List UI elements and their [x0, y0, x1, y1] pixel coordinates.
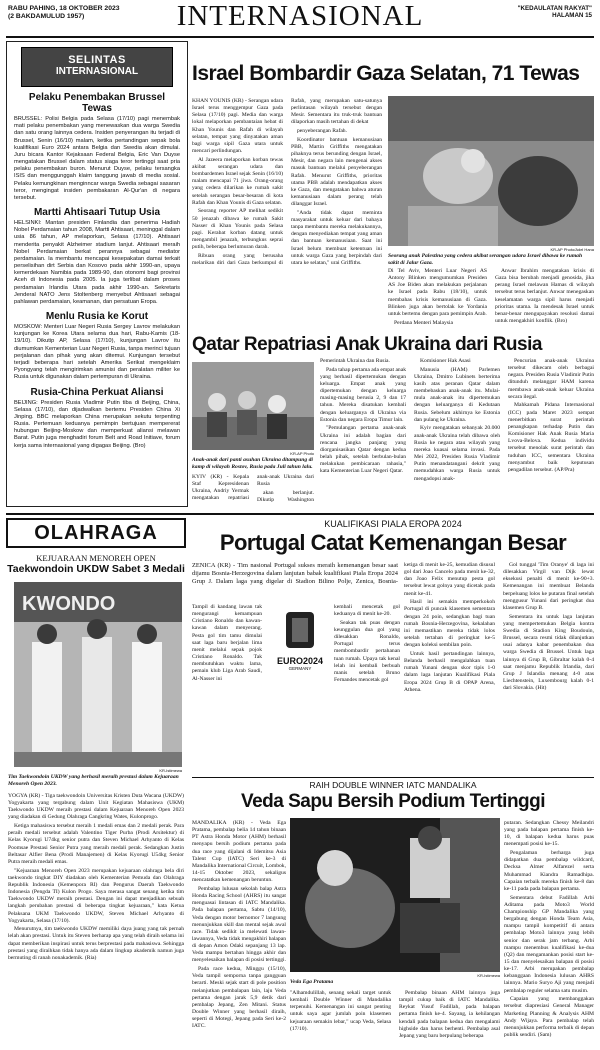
photo-credit: KR-Istimewa — [477, 973, 500, 978]
paragraph: Menurutnya, tim taekwondo UKDW memiliki daya juang yang tak pernah lelah akan prestasi. Untuk itu Steven berharap apa yang telah diraih selama ini dapat memberikan inspirasi untuk terus berprestasi pada mahasiswa. Sehingga prestasi yang diraihkan tidak hanya ada dalam lingkup akademik namun juga bermuting di ranah nonakademik. (Ria) — [8, 926, 184, 961]
photo-credit: KR-AP Photo/Adel Hana — [550, 247, 594, 252]
euro-logo-sub: GERMANY — [288, 666, 312, 671]
veda-col-1 — [192, 820, 286, 1046]
paragraph: "Anda tidak dapat meminta masyarakat untuk keluar dari bahaya tanpa membantu mereka melakukannya, dengan menyediakan tempat yang aman dan bantuan kemanusiaan. Saat ini Israel belum membuat ketentuan ini untuk warga Gaza yang berpindah dari utara ke selatan," urai Griffiths. — [291, 209, 382, 266]
veda-photo — [290, 818, 500, 972]
paragraph: Untuk hasil pertandingan lainnya, Belanda berhasil mengalahkan tuan rumah Yunani dengan skor tipis 1-0 dalam laga lanjutan Kualifikasi Piala Eropa 2024 Grup B di OPAP Arena, Athena. — [404, 650, 495, 693]
qatar-photo — [192, 362, 314, 450]
paragraph: Kyiv mengatakan sebanyak 20.000 anak-anak Ukraina telah dibawa oleh Rusia ke negara atau wilayah yang mereka kuasai selama invasi. Pada Mei 2022, Presiden Rusia Vladimir Putin menandatangani dekrit yang memudahkan warga Rusia untuk mengadopsi anak- — [414, 425, 500, 482]
paragraph: ketiga di menit ke-25, kemudian disusul gol dari Joao Cancelo pada menit ke-32, dan Joao Felix menutup pesta gol tersebut lewat golnya yang dicetak pada menit ke-41. — [404, 562, 495, 597]
paragraph: Manusia (HAM) Parlemen Ukraina, Dmitro Lubinets berterima kasih atas peranan Qatar dalam membebaskan anak-anak itu. Mulai-mula anak-anak itu dipertemukan dengan keluarganya di Kedutaan Rusia. Sebelum akhirnya ke Estonia dan pulang ke Ukraina. — [414, 366, 500, 423]
qatar-headline: Qatar Repatriasi Anak Ukraina dari Rusia — [192, 334, 542, 355]
paragraph: YOGYA (KR) - Tiga taekwondoin Universitas Kristen Duta Wacana (UKDW) Yogyakarta yang tergabung dalam Unit Kegiatan Mahasiswa (UKM) Taekwondo UKDW meraih prestasi dalam Kejuaraan Menoreh Open 2023 yang diadakan di Gedung Olahraga Cangkring Wates, Kulonprogo. — [8, 793, 184, 821]
veda-headline: Veda Sapu Bersih Podium Tertinggi — [240, 791, 546, 812]
olahraga-kicker: KEJUARAAN MENOREH OPEN — [36, 553, 156, 563]
paragraph: ZENICA (KR) - Tim nasional Portugal sukses meraih kemenangan besar saat dijamu Bosnia-Herzegovina dalam lanjutan babak kualifikasi Piala Eropa 2024 Grup J. Dalam laga yang digelar di Stadion Bilino Polje, Zenica, Bosnia- — [192, 562, 398, 586]
sidebar-box — [6, 41, 188, 507]
qatar-body-left — [192, 474, 314, 508]
paragraph: kembali mencetak gol keduanya di menit ke-20. — [334, 604, 400, 618]
photo-caption: Seorang anak Palestina yang cedera akibat serangan udara Israel dibawa ke rumah sakit di Jalur Gaza. — [388, 253, 583, 266]
paragraph: Pembalap lulusan sekolah balap Astra Honda Racing School (AHRS) itu sangat menguasai lintasan di IATC Mandalika. Pada balapan pertama, Sabtu (14/10), Veda dengan motor bernomor 7 langsung menunjukkan skill dan mental sejak awal race. Tidak sedikit ia melewati lawan-lawannya, Veda tidak mengakhiri balapan di depan Amon Odaki sepanjang 13 lap. Veda mampu bertahan hingga akhir dan menyelesaikan balapan di posisi tertinggi. — [192, 885, 286, 964]
paragraph: Pemerintah Ukraina dan Rusia. — [320, 358, 390, 364]
paragraph: Perdana Menteri Malaysia — [394, 319, 454, 326]
sidebar-item-body: MOSKOW: Menteri Luar Negeri Rusia Sergey Lavrov melakukan kunjungan ke Korea Utara selama dua hari, Rabu-Kamis (18-19/10). Dikutip AP, Selasa (17/10), kunjungan Lavrov itu diumumkan Kementerian Luar Negeri Rusia, tanpa merinci tujuan perjalanan dan pihak yang akan ditemui. Kunjungan tersebut terjadi beberapa hari setelah Amerika Serikat mengeklaim Pyongyang telah mengirimkan amunisi dan peralatan militer ke Rusia untuk digunakan dalam pertempuran di Ukraina. — [14, 324, 180, 381]
paragraph: Ribuan orang yang berusaha melarikan diri dari Gaza berkumpul di Rafah, yang merupakan satu-satunya perlintasan wilayah tersebut dengan Mesir. Sementara itu truk-truk bantuan dilaporkan masih tertahan di dekat — [192, 98, 382, 266]
page-number: HALAMAN 15 — [552, 12, 592, 20]
euro-trophy-icon — [268, 610, 332, 652]
qatar-body-right — [320, 358, 594, 510]
section-rule — [6, 513, 594, 515]
olahraga-body — [8, 793, 184, 1043]
paragraph: "Pemulangan pertama anak-anak Ukraina ini adalah bagian dari rencana jangka panjang yang diorganisasikan Qatar dengan kedua belah pihak, setelah berbulan-bulan melakukan pembicaraan rahasia," kata Kementerian Luar Negeri Qatar. — [320, 425, 406, 475]
sidebar-item-body: BEIJING: Presiden Rusia Vladimir Putin tiba di Beijing, China, Selasa (17/10), dan dijadwalkan bertemu Presiden China Xi Jinping. BBC melaporkan China merupakan sekutu terpenting Rusia. Pertemuan keduanya pemimpin bertujuan mempererat hubungan Beijing-Moskow dan memperkuat aliansi melawan Barat. Putin juga menghadiri forum Belt and Road Initiave, forum kerja sama internasional yang digagas Beijing. (Bro) — [14, 399, 180, 449]
olahraga-photo — [14, 582, 182, 767]
photo-credit: KR-AP Photo — [290, 451, 314, 456]
veda-col-4 — [504, 820, 594, 1046]
photo-caption: Tim Taekwondoin UKDW yang berhasil meraih prestasi dalam Kejuaraan Menoreh Open 2023. — [8, 774, 179, 787]
paragraph: "Alhamdulillah, senang sekali target untuk kembali Double Winner di Mandalika terpenuhi. Kemenangan ini sangat penting untuk saya agar jumlah poin klasemen kejuaraan semakin lebar," ucap Veda, Selasa (17/10). — [290, 990, 391, 1032]
israel-photo — [388, 96, 594, 246]
paragraph: Seakan tak puas dengan keunggulan dua gol yang dilesakkan Ronaldo, Portugal terus membombardir pertahanan tuan rumah. Upaya tak kenal lelah ini kembali berbuah manis setelah Bruno Fernandes mencetak gol — [334, 619, 400, 684]
photo-caption: Anak-anak dari panti asuhan Ukraina ditampung di kamp di wilayah Rostov, Rusia pada Juli tahun lalu. — [192, 457, 313, 470]
header-rule — [6, 36, 594, 38]
paragraph: Pencurian anak-anak Ukraina tersebut dikecam oleh berbagai negara. Presiden Rusia Vladimir Putin ditunduh melanggar HAM karena membawa anak-anak keluar Ukraina secara ilegal. — [508, 358, 594, 400]
paragraph: Koordinator bantuan kemanusiaan PBB, Martin Griffiths mengatakan pihaknya terus berunding dengan Israel, Mesir, dan negara lain mengenai akses masuk bantuan melalui penyeberangan Rafah. Menurut Griffiths, prioritas utama PBB adalah mendapatkan akses ke Gaza, dan mengatakan bahwa aturan kemanusiaan dalam perang telah dilanggar Israel. — [291, 136, 382, 208]
sidebar-item-title: Menlu Rusia ke Korut — [45, 311, 149, 323]
paragraph: Ketiga mahasiswa tersebut meraih 1 medali emas dan 2 medali perak. Para peraih medali tersebut adalah Valentino Tiger Purba (Prodi Arsitektur) di Kelas Kyorugi U74kg senior putra dan Steven Michael Arhyanto di Kelas Poomsae Prestasi Senior Putra yang meraih medali perak. Sedangkan Justin Beltasar Alfier Bena (Prodi Manajemen) di Kelas Kyorugi U54kg Senior Putra meraih medali emas. — [8, 823, 184, 865]
paragraph: Seorang reporter AP melihat sedikit 50 jenazah dibawa ke rumah Sakit Nasser di Khan Younis pada Selasa pagi. Kerabat korban datang untuk mengambil jenazah, terbungkus seprai putih, beberapa berlumuran darah. — [192, 208, 283, 251]
israel-photo-art — [388, 96, 594, 246]
badge-line-1: SELINTAS — [68, 54, 126, 66]
section-title: INTERNASIONAL — [176, 0, 424, 32]
paragraph: Al Jazeera melaporkan korban tewas akibat serangan udara dan bombardemen Israel sejak Senin (16/10) malam mencapai 71 jiwa. Orang-orang yang cedera dilarikan ke rumah sakit setelah serangan besar-besaran di kota Rafah dan Khan Younis di Gaza selatan. — [192, 156, 283, 206]
header-date — [8, 5, 120, 21]
israel-body-left — [192, 98, 382, 330]
paragraph: MANDALIKA (KR) - Veda Ega Pratama, pembalap belia 14 tahun binaan PT Astra Honda Motor (AHM) berhasil menyapu bersih podium pertama pada dua race yang dijalani di Idemitsu Asia Talent Cup (IATC) Seri ke-3 di Mandalika International Circuit, Lombok, 14-15 Oktober 2023, sekaligus mencatatkan kemenangan beruntun. — [192, 820, 286, 884]
date-line-1: RABU PAHING, 18 OKTOBER 2023 — [8, 5, 120, 12]
selintas-badge — [21, 47, 173, 87]
euro-col-1 — [192, 604, 262, 774]
veda-col-2-3 — [290, 990, 500, 1046]
paragraph: Sementara itu untuk laga lanjutan yang mempertemukan Belgia kontra Swedia di Stadion King Boudouin, Brussel, secara resmi tidak dilanjutkan usai adanya kabar penembakan dua warga Swedia di Brussel. Untuk laga lainnya di Grup B, Gibraltar kalah 0-4 saat menjamu Republik Irlandia, dari Grup J Islandia menang 4-0 atas Liechtenstein, Luxembourg kalah 0-1 dari Slovakia. (Hit) — [503, 613, 594, 692]
paragraph: Pembalap binaan AHM lainnya juga tampil cukup baik di IATC Mandalika. Reykat Yusuf Fadillah, pada balapan pertama finish ke-4. Sayang, ia kehilangan kendali pada balapan kedua dan mengalami highside dan harus berhenti. Pembalap asal Jepang yang baru berpulang beberapa — [399, 990, 500, 1039]
sidebar-item-body: BRUSSEL: Polisi Belgia pada Selasa (17/10) pagi menembak mati pelaku penembakan yang menewaskan dua warga Swedia dan satu orang lainnya cedera. Insiden penyerangan itu terjadi di Brussel, Senin (16/10) malam, ketika pertandingan sepak bola kualifikasi Euro 2024 antara Belgia dan Swedia akan dimulai. Juru bicara Kantor Kejaksaan Federal Belgia, Eric Van Duyse mengatakan Brussel dalam status siaga teror tertinggi saat pria pelaku penembakan buron. Menurut Duyse, pelaku tersangka ISIS dan menggunggah klaim tanggung jawab di media sosial. Pelaku kemungkinan menginncar warga Swedia sebagai sasaran teror, mengingat insiden pembakaran Al-Qur'an di negara tersebut. — [14, 116, 180, 201]
paragraph: Sementara debut Fadillah Arbi Aditama pada Moto3 World Championship GP Mandalika yang bergabung dengan Honda Team Asia, mampu tampil kompetitif di antara pembalap Moto3 lainnya yang lebih senior dan serak jam terbang. Arbi mampu menembus kualifikasi ke-dua (Q2) dan mengamankan posisi start ke-15 dan menyelesaikan balapan di posisi ke-17. Arbi merupakan pembalap kebanggaan Indonesia lulusan AHRS lainnya. Mario Suryo Aji yang menjadi pembalap reguler selama satu musim. — [504, 894, 594, 994]
euro-kicker: KUALIFIKASI PIALA EROPA 2024 — [324, 519, 462, 529]
paragraph: Mahkamah Pidana Internasional (ICC) pada Maret 2023 sempat menerbitkan surat perintah penangkapan terhadap Putin dan Komisioner Hak Anak Rusia Maria Lvova-Belova. Kedua individu tersebut menolak surat perintah dan tuduhan ICC, sementara Ukraina menyambut baik keputusan pengadilan tersebut. (AP/Pra) — [508, 402, 594, 473]
sidebar-item-title: Rusia-China Perkuat Aliansi — [30, 386, 164, 398]
euro-headline: Portugal Catat Kemenangan Besar — [219, 530, 567, 555]
paragraph: Tampil di kandang lawan tak mengurangi kemampuan Cristiano Ronaldo dan kawan-kawan dalam menyerang. Pesta gol tim tamu dimulai saat laga baru berjalan lima menit melalui sepak pojok Cristiano Ronaldo. Tak membutuhkan waktu lama, pemain klub Liga Arab Saudi, Al-Nasser ini — [192, 604, 262, 682]
photo-caption: Veda Ega Pratama — [290, 979, 334, 985]
paragraph: Hasil ini semakin memperkokoh Portugal di puncak klasemen sementara dengan 24 poin, sedangkan bagi tuan rumah Bosnia-Herzegovina, kekalahan ini memastikan mereka tidak lolos setelah tertahan di peringkat ke-5 dengan koleksi sembilan poin. — [404, 599, 495, 649]
sidebar-item-title: Martti Ahtisaari Tutup Usia — [33, 207, 161, 219]
badge-line-2: INTERNASIONAL — [55, 66, 139, 77]
veda-kicker: RAIH DOUBLE WINNER IATC MANDALIKA — [309, 780, 477, 790]
paragraph: Anwar Ibrahim mengatakan krisis di Gaza bisa berubah menjadi genosida, jika perang Israel melawan Hamas di wilayah tersebut terus berlanjut. Anwar menegaskan keselamatan warga sipil harus menjadi prioritas utama. Ia mendesak Israel untuk benar-benar mengupayakan resolusi damai untuk mengakhiri konflik. (Bro) — [495, 268, 594, 325]
paragraph: Pengalaman berharga juga didapatkan dua pembalap wildcard, Decksa Almer Alfarezel serta Muhammad Kiandra Ramadhipa. Capaian terbaik mereka finish ke-8 dan ke-11 pada pada balapan pertama. — [504, 850, 594, 892]
paragraph: Gol tunggal 'Tim Oranye' di laga ini dilesakkan Virgil van Dijk lewat eksekusi penalti di menit ke-90+3. Kemenangan ini membuat Belanda berpeluang lolos ke putaran final setelah menggusur Yunani dari peringkat dua klasemen Grup B. — [503, 562, 594, 611]
euro-col-3-4 — [404, 562, 594, 774]
olahraga-headline: Taekwondoin UKDW Sabet 3 Medali — [7, 563, 185, 575]
qatar-photo-art — [192, 362, 314, 450]
svg-text:KWONDO: KWONDO — [22, 593, 116, 615]
paragraph: KYIV (KR) - Kepala Staf Kepresidenan Ukraina, Andriy Yermak mengatakan repatriasi anak-anak Ukraina dari Rusia — [192, 474, 314, 502]
paragraph: penyeberangan Rafah. — [297, 128, 348, 135]
euro-logo-text: EURO2024 — [276, 656, 324, 666]
sidebar-item-body: HELSINKI: Mantan presiden Finlandia dan penerima Hadiah Nobel Perdamaian tahun 2008, Martti Ahtisaari, meninggal dalam usia 86 tahun, AP melaporkan, Selasa (17/10). Ahtisaari menderita penyakit Alzheimer stadium lanjut. Ahtisaari meraih Nobel Perdamaian berkat perannya sebagai mediator perdamaian. Ia membantu mencapai kesepakatan damai terkait perselisihan dirt Serbia dan Kosovo pada akhir 1990-an, upaya kemerdekaan Namibia pada 1989-90, dan otonomi bagi provinsi Aceh di Indonesia pada 2005. Ia juga terlibat dalam proses perdamaian Irlandia Utara pada akhir 1990-an. Sekretaris Jenderal NATO Jens Stoltenberg menyebut Ahtisaari sebagai pahlawan perdamaian, keamanan, dan persatuan Eropa. — [14, 220, 180, 305]
paragraph: Capaian yang membanggakan tersebut diapresiasi General Manager Marketing Planning & Analysis AHM Andy Wijaya. Para pembalap telah menunjukkan performa terbaik di depan publik sendiri. (Sam) — [504, 996, 594, 1039]
israel-body-right — [388, 268, 594, 330]
paper-name: "KEDAULATAN RAKYAT" — [517, 5, 592, 12]
euro-col-2 — [334, 604, 400, 774]
sidebar-item-title: Pelaku Penembakan Brussel Tewas — [28, 92, 166, 114]
paragraph: Pada tahap pertama ada empat anak yang berhasil dipertemukan dengan keluarga. Empat anak yang dipertemukan dengan keluarga masing-masing berusia 2, 9 dan 17 tahun. Mereka disatukan kembali dengan keluarganya di Ukraina via Estonia dan negara Eropa Timur lain. — [320, 366, 406, 423]
paragraph: KHAN YOUNIS (KR) - Serangan udara Israel terus menggempur Gaza pada Selasa (17/10) pagi. Media dan warga lokal melaporkan pembantaian hebat di Khan Younis dan Rafah di wilayah selatan, tempat yang dinyatakan aman bagi warga sipil Gaza utara untuk mencari perlindungan. — [192, 98, 283, 155]
veda-photo-art — [290, 818, 500, 972]
date-line-2: (2 BAKDAMULUD 1957) — [8, 12, 85, 20]
euro-logo — [268, 610, 332, 670]
paragraph: Di Tel Aviv, Menteri Luar Negeri AS Antony Blinken mengumumkan Presiden AS Joe Biden akan melakukan perjalanan ke Israel pada Rabu (18/10), untuk membahas krisis kemanusiaan di Gaza. Blinken juga akan bertolak ke Yordania untuk bertemu dengan para pemimpin Arab. — [388, 268, 487, 317]
euro-lead — [192, 562, 398, 600]
israel-headline: Israel Bombardir Gaza Selatan, 71 Tewas — [192, 62, 580, 85]
paragraph: Pada race kedua, Minggu (15/10), Veda tampil semporna tanpa gangguan berarti. Meski sejak start di pole position melanjutkan pembalapan lain, laju Veda pertama dengan jarak 5,9 detik dari pembalap Jepang, Zen Mitani. Status Double Winner yang berhasil diraih, seperti di Motegi, Jepang pada Seri ke-2 IATC. — [192, 966, 286, 1030]
paragraph: Komisioner Hak Asasi — [420, 358, 471, 364]
paragraph: akan berlanjut. Dikutip Washington — [257, 489, 314, 503]
olahraga-photo-art — [14, 582, 182, 767]
header-right — [518, 5, 592, 20]
photo-credit: KR-Istimewa — [159, 768, 182, 773]
olahraga-section-label: OLAHRAGA — [6, 518, 186, 548]
paragraph: "Kejuaraan Menoreh Open 2023 merupakan kejuaraan olahraga bela diri taekwondo tingkat DIY diadakan oleh Kementerian Pemuda dan Olahraga Republik Indonesia (Kemenpora RI) dan Pengurus Daerah Taekwondo Indonesia (Pengda TI) Kulon Progo. Saya merasa sangat senang ketika tim Taekwondo UKDW meraih prestasi. Dengan ini dapat menjadikan sebuah langkah perubahan prestasi di beberapa tingkat kejuaraan," kata Ketua Pelaksana UKM Taekwondo UKDW, Steven Michael Arhyanto di Yogyakarta, Selasa (17/10). — [8, 867, 184, 924]
paragraph: putaran. Sedangkan Chessy Meilandri yang pada balapan pertama finish ke-10, di balapan kedua harus puas menempati posisi ke-15. — [504, 820, 594, 848]
story-rule — [192, 777, 594, 778]
